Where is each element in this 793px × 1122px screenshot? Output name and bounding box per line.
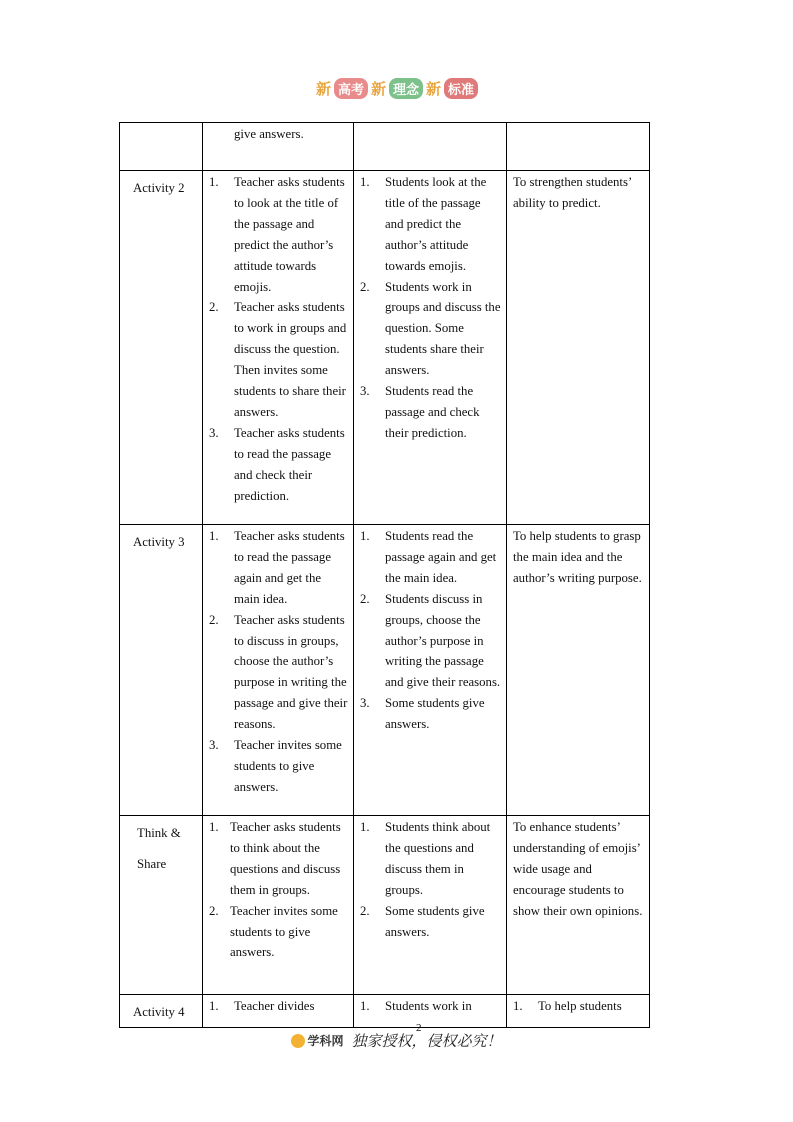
teacher-activity-cell <box>203 171 354 525</box>
list-number: 1. <box>360 820 370 834</box>
list-item <box>209 901 349 964</box>
list-item <box>360 589 502 694</box>
student-activity-cell <box>354 123 507 171</box>
teacher-activity-cell <box>203 816 354 995</box>
activity-label: Think & <box>137 826 181 840</box>
teacher-activity-cell <box>203 995 354 1028</box>
lesson-plan-table <box>119 122 650 1028</box>
page-number: 2 <box>416 1022 422 1034</box>
purpose-text: To enhance students’ understanding of emojis’ wide usage and encourage students to show their own opinions. <box>513 820 643 918</box>
table-row <box>120 995 650 1028</box>
list-number: 1. <box>209 175 219 189</box>
list-number: 3. <box>209 425 219 440</box>
header-box-3: 标准 <box>444 78 478 99</box>
list-text: Teacher asks students to look at the title of the passage and predict the author’s attitude towards emojis. <box>234 175 345 294</box>
purpose-cell <box>507 995 650 1028</box>
list-number: 3. <box>209 738 219 753</box>
list-item <box>209 297 349 422</box>
header-box-2: 理念 <box>389 78 423 99</box>
activity-cell <box>120 816 203 995</box>
logo-icon <box>291 1034 305 1048</box>
list-number: 1. <box>513 999 523 1013</box>
list-number: 2. <box>209 300 219 315</box>
table-row <box>120 816 650 995</box>
list-text: give answers. <box>234 127 304 141</box>
list-number: 1. <box>360 175 370 189</box>
activity-cell <box>120 525 203 816</box>
list-text: To help students <box>538 999 622 1013</box>
list-number: 1. <box>209 529 219 543</box>
list-text: Teacher asks students to read the passage and check their prediction. <box>234 425 345 503</box>
list-text: Students read the passage and check their prediction. <box>385 384 480 440</box>
list-number: 1. <box>360 999 370 1013</box>
list-text: Teacher invites some students to give answers. <box>230 903 338 960</box>
purpose-text: To help students to grasp the main idea and the author’s writing purpose. <box>513 529 642 585</box>
list-text: Students work in groups and discuss the question. Some students share their answers. <box>385 279 501 378</box>
list-number: 1. <box>209 820 219 834</box>
list-text: Some students give answers. <box>385 696 485 732</box>
list-item <box>360 901 502 943</box>
list-text: Students think about the questions and discuss them in groups. <box>385 820 491 897</box>
list-item <box>360 693 502 735</box>
list-number: 2. <box>209 903 219 918</box>
list-text: Students look at the title of the passage and predict the author’s attitude towards emojis. <box>385 175 487 273</box>
teacher-activity-cell <box>203 525 354 816</box>
activity-cell <box>120 171 203 525</box>
student-activity-cell <box>354 816 507 995</box>
list-item <box>360 277 502 382</box>
list-number: 3. <box>360 384 370 399</box>
list-item <box>209 423 349 507</box>
table-row <box>120 171 650 525</box>
page-header-banner <box>0 78 793 99</box>
list-text: Students work in <box>385 999 472 1013</box>
list-number: 1. <box>209 999 219 1013</box>
activity-label: Activity 3 <box>133 535 185 549</box>
list-item <box>360 381 502 444</box>
list-number <box>209 124 234 145</box>
list-item <box>360 526 502 589</box>
list-text: Teacher asks students to work in groups and discuss the question. Then invites some students to share their answers. <box>234 300 347 419</box>
list-item <box>209 735 349 798</box>
activity-label: Share <box>137 856 167 871</box>
table-row <box>120 525 650 816</box>
list-number: 2. <box>209 612 219 627</box>
list-number: 2. <box>360 279 370 294</box>
list-text: Teacher asks students to discuss in groups, choose the author’s purpose in writing the passage and give their reasons. <box>234 612 348 732</box>
logo-text: 学科网 <box>307 1034 344 1048</box>
list-text: Teacher invites some students to give answers. <box>234 738 342 794</box>
student-activity-cell <box>354 525 507 816</box>
list-number: 1. <box>360 529 370 543</box>
list-item <box>209 610 349 735</box>
list-item <box>209 526 349 610</box>
table-row <box>120 123 650 171</box>
list-item <box>209 172 349 297</box>
list-item <box>360 996 502 1017</box>
purpose-cell <box>507 525 650 816</box>
copyright-note: 独家授权，侵权必究！ <box>351 1032 502 1050</box>
list-item <box>209 124 349 145</box>
teacher-activity-cell <box>203 123 354 171</box>
student-activity-cell <box>354 995 507 1028</box>
list-text: Teacher divides <box>234 999 315 1013</box>
list-item <box>513 996 645 1017</box>
list-text: Some students give answers. <box>385 903 485 939</box>
activity-cell <box>120 123 203 171</box>
list-item <box>209 817 349 901</box>
list-item <box>209 996 349 1017</box>
page-footer <box>0 1030 793 1051</box>
activity-label: Activity 4 <box>133 1005 185 1019</box>
header-char-3: 新 <box>426 80 442 98</box>
purpose-cell <box>507 123 650 171</box>
publisher-logo <box>291 1032 343 1049</box>
list-number: 2. <box>360 591 370 606</box>
purpose-cell <box>507 171 650 525</box>
list-text: Teacher asks students to think about the questions and discuss them in groups. <box>230 820 341 897</box>
purpose-text: To strengthen students’ ability to predict. <box>513 175 632 210</box>
list-number: 2. <box>360 903 370 918</box>
header-char-2: 新 <box>370 80 386 98</box>
purpose-text <box>507 123 649 125</box>
list-text: Students read the passage again and get the main idea. <box>385 529 497 585</box>
list-item <box>360 172 502 277</box>
student-activity-cell <box>354 171 507 525</box>
activity-label: Activity 2 <box>133 181 185 195</box>
activity-cell <box>120 995 203 1028</box>
header-box-1: 高考 <box>334 78 368 99</box>
list-number: 3. <box>360 696 370 711</box>
list-text: Students discuss in groups, choose the author’s purpose in writing the passage and give their reasons. <box>385 591 501 690</box>
header-char-1: 新 <box>315 80 331 98</box>
list-item <box>360 817 502 901</box>
list-text: Teacher asks students to read the passage again and get the main idea. <box>234 529 345 606</box>
purpose-cell <box>507 816 650 995</box>
